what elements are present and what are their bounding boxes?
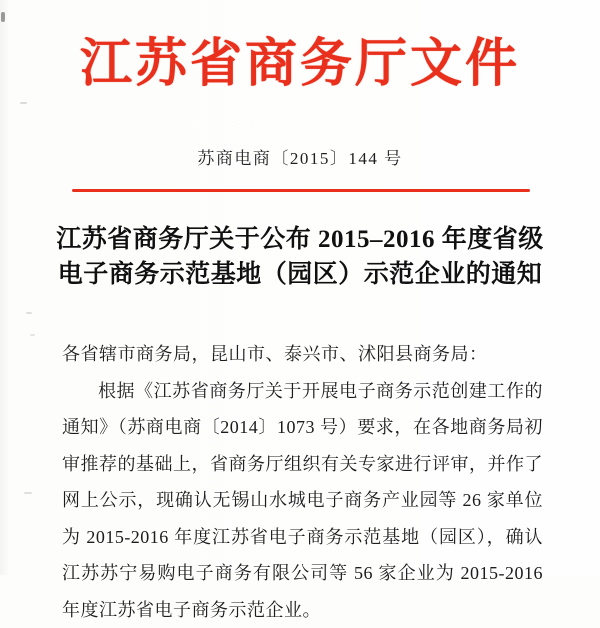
scan-artifact (24, 492, 32, 494)
doc-title (40, 222, 560, 292)
doc-number: 苏商电商〔2015〕144 号 (0, 147, 600, 171)
doc-title-line2: 电子商务示范基地（园区）示范企业的通知 (40, 257, 560, 292)
doc-title-line1: 江苏省商务厅关于公布 2015–2016 年度省级 (40, 222, 560, 257)
body-paragraph: 根据《江苏省商务厅关于开展电子商务示范创建工作的通知》（苏商电商〔2014〕1073 号）要求，在各地商务局初审推荐的基础上，省商务厅组织有关专家进行评审，并作了网上公示，现确认无锡山水城电子商务产业园等 26 家单位为 2015-2016 年度江苏省电子商务示范基地（园区），确认江苏苏宁易购电子商务有限公司等 56 家企业为 2015-2016 年度江苏省电子商务示范企业。 (62, 373, 543, 628)
red-separator-rule (72, 189, 530, 192)
org-title: 江苏省商务厅文件 (0, 26, 600, 104)
scan-artifact (26, 312, 32, 314)
salutation-line: 各省辖市商务局，昆山市、泰兴市、沭阳县商务局： (62, 336, 543, 373)
scan-artifact (30, 334, 35, 336)
scan-artifact (1, 12, 5, 22)
document-body (62, 336, 543, 628)
